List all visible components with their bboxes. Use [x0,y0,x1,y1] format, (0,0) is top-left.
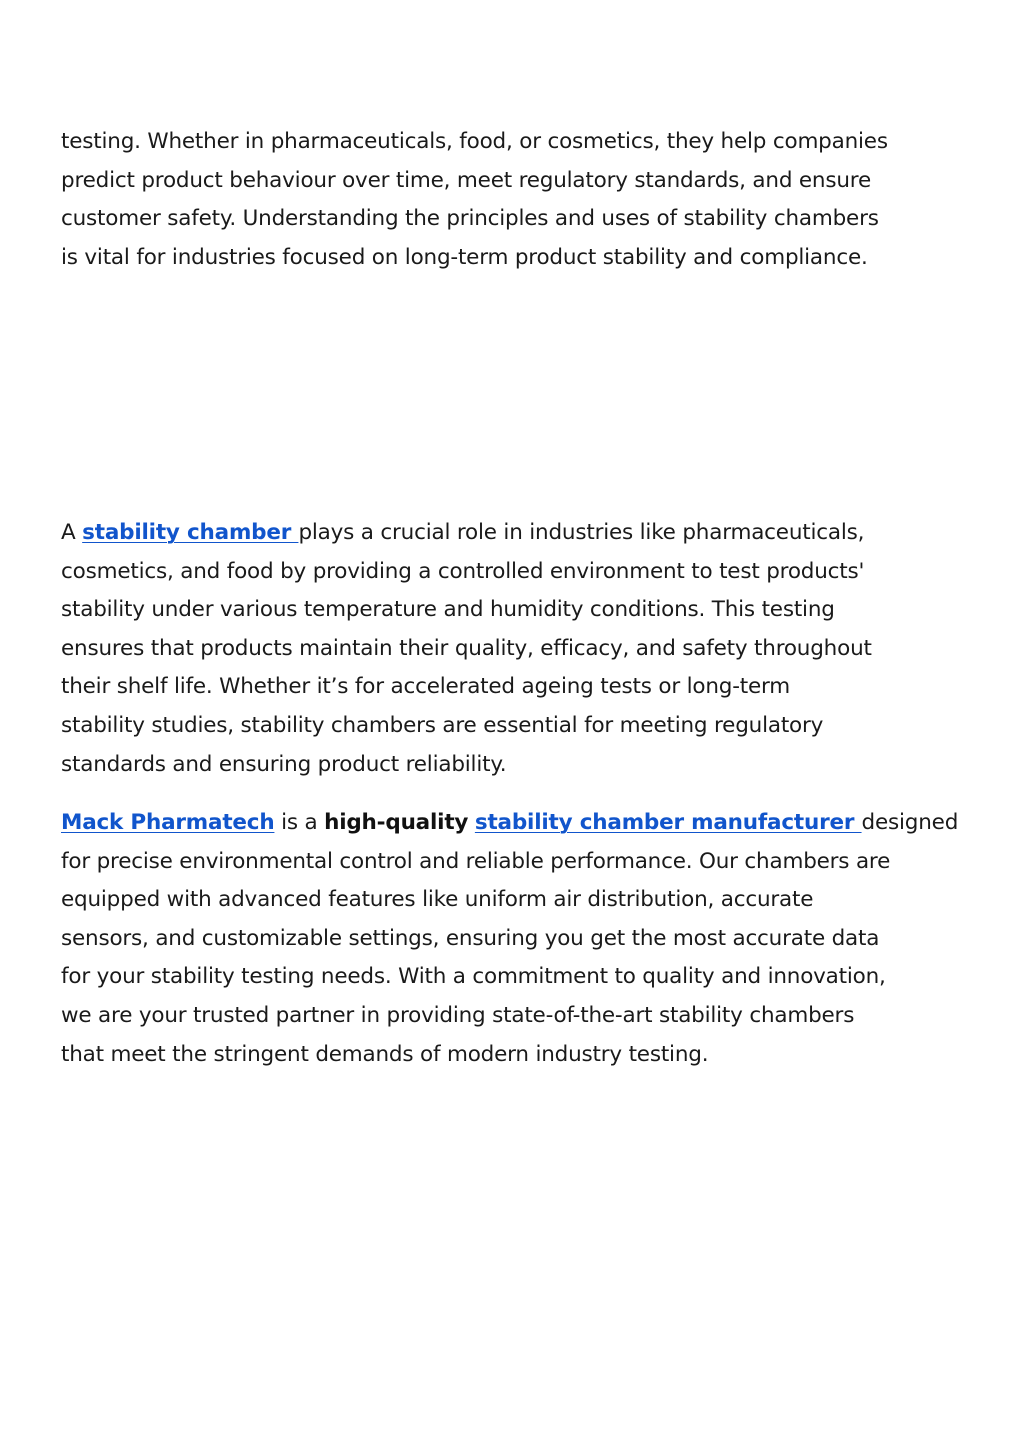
text-line: for your stability testing needs. With a commitment to quality and innovation, [61,964,886,990]
bold-phrase: high-quality [324,810,469,835]
text-line: stability studies, stability chambers are essential for meeting regulatory [61,712,824,738]
text-line: stability under various temperature and humidity conditions. This testing [61,597,835,623]
text-line: predict product behaviour over time, meet regulatory standards, and ensure [61,167,871,193]
text-line: standards and ensuring product reliability. [61,751,507,777]
text-line: for precise environmental control and reliable performance. Our chambers are [61,848,891,874]
text-space [468,810,475,835]
text-line: is vital for industries focused on long-term product stability and compliance. [61,244,868,270]
text-line: customer safety. Understanding the principles and uses of stability chambers [61,206,879,232]
text-line: equipped with advanced features like uniform air distribution, accurate [61,887,814,913]
text-line: ensures that products maintain their quality, efficacy, and safety throughout [61,635,872,661]
paragraph-mack-pharmatech [61,804,961,1074]
text-line [61,514,961,553]
text-lead: A [61,520,83,545]
text-line [61,804,961,843]
text-segment: plays a crucial role in industries like pharmaceuticals, [298,520,865,545]
text-segment: designed [861,810,959,835]
stability-chamber-manufacturer-link[interactable]: stability chamber manufacturer [474,810,862,835]
text-line: we are your trusted partner in providing state-of-the-art stability chambers [61,1002,855,1028]
mack-pharmatech-link[interactable]: Mack Pharmatech [61,810,275,835]
text-line: sensors, and customizable settings, ensuring you get the most accurate data [61,925,880,951]
paragraph-stability-chamber-role [61,514,961,784]
text-line: testing. Whether in pharmaceuticals, food, or cosmetics, they help companies [61,129,888,154]
text-line: their shelf life. Whether it’s for accelerated ageing tests or long-term [61,674,791,700]
paragraph-stability-overview [61,123,961,277]
stability-chamber-link[interactable]: stability chamber [82,520,299,545]
text-line: cosmetics, and food by providing a controlled environment to test products' [61,558,865,584]
text-segment: is a [274,810,325,835]
text-line: that meet the stringent demands of modern industry testing. [61,1041,709,1067]
